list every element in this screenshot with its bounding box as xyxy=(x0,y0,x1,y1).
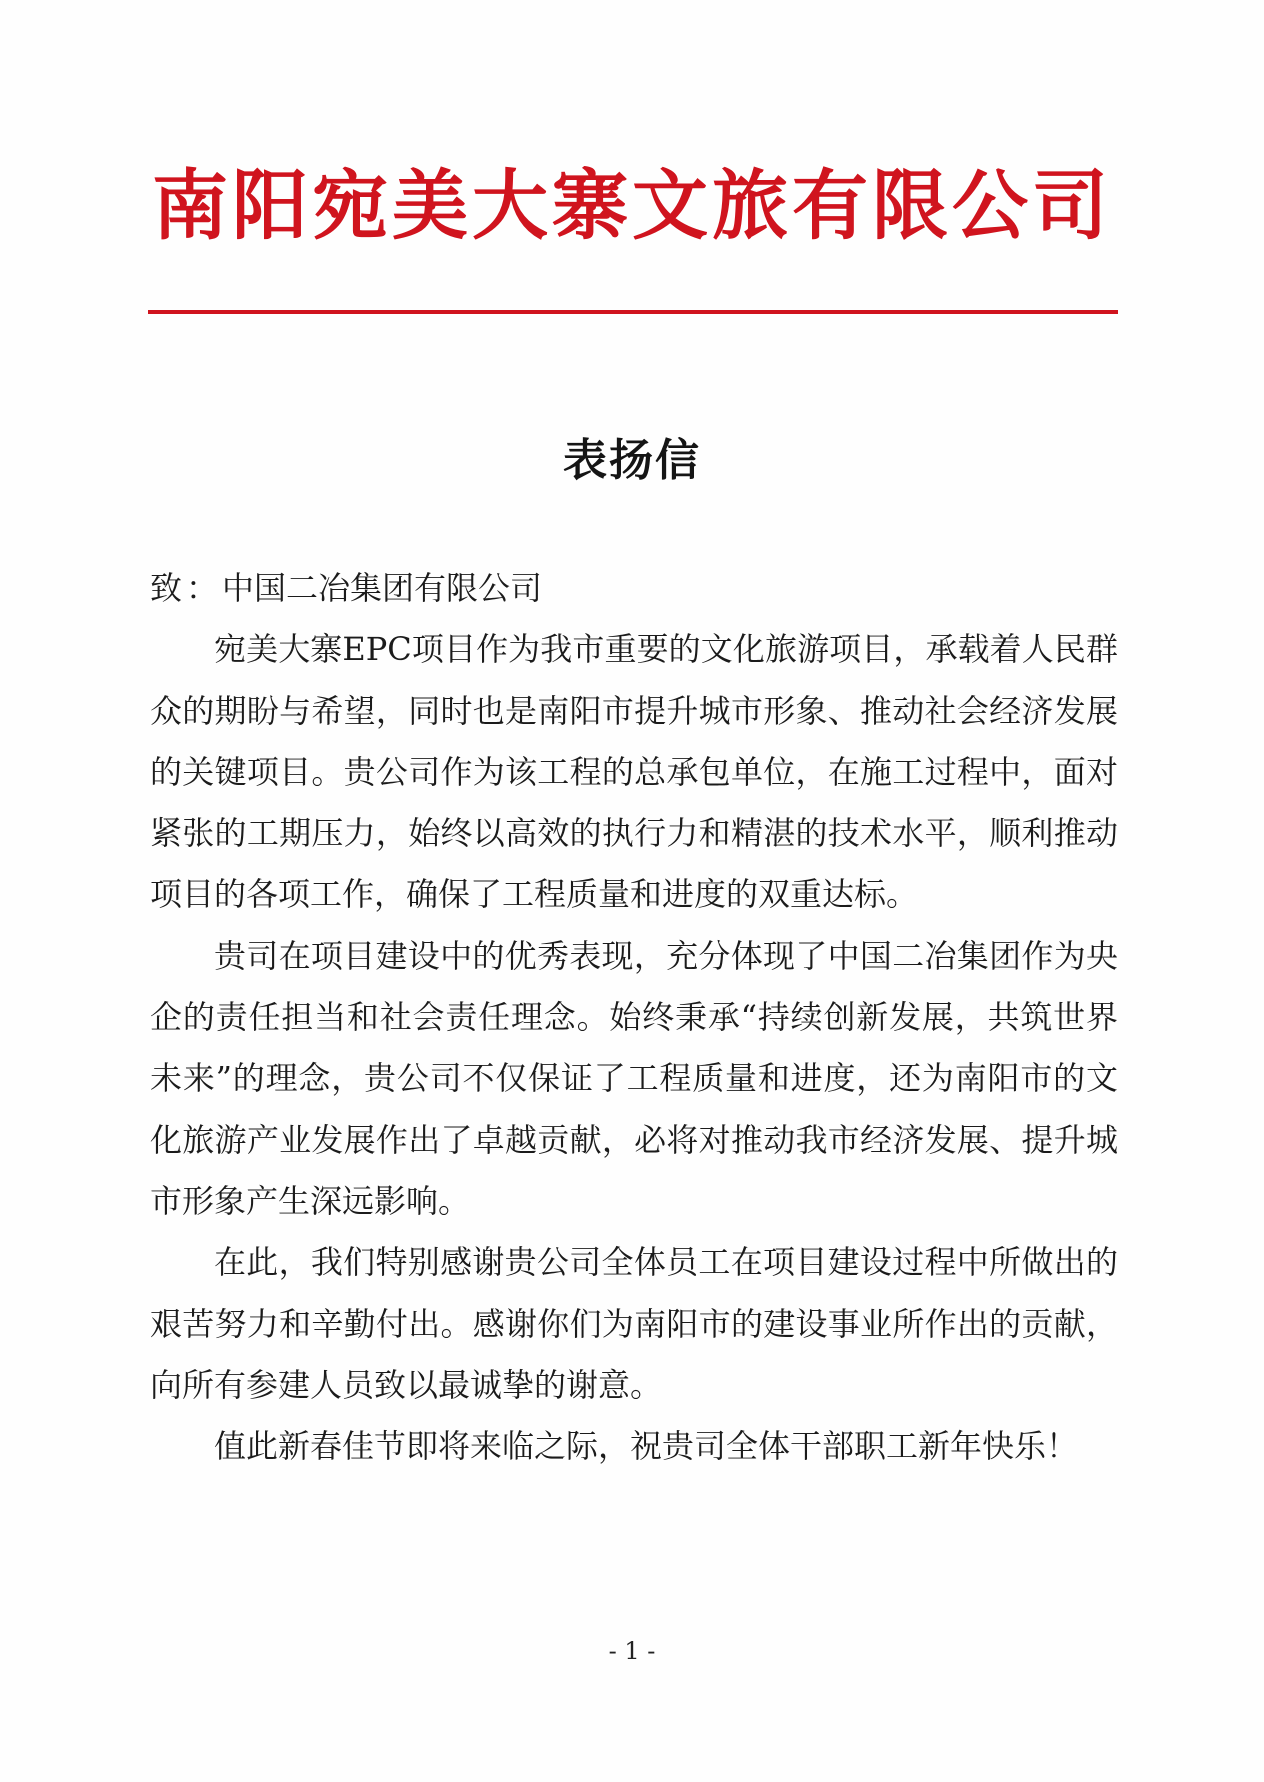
document-title: 表扬信 xyxy=(563,435,701,486)
addressee-name: 中国二冶集团有限公司 xyxy=(222,569,543,607)
paragraph-3: 在此，我们特别感谢贵公司全体员工在项目建设过程中所做出的艰苦努力和辛勤付出。感谢你们为南阳市的建设事业所作出的贡献，向所有参建人员致以最诚挚的谢意。 xyxy=(150,1243,1118,1404)
page-number: - 1 - xyxy=(608,1637,656,1665)
letter-body xyxy=(150,558,1118,1477)
paragraph-4: 值此新春佳节即将来临之际，祝贵司全体干部职工新年快乐！ xyxy=(214,1427,1079,1466)
letterhead-divider xyxy=(148,310,1118,314)
addressee-label: 致： xyxy=(150,569,223,607)
paragraph-1: 宛美大寨EPC项目作为我市重要的文化旅游项目，承载着人民群众的期盼与希望，同时也是南阳市提升城市形象、推动社会经济发展的关键项目。贵公司作为该工程的总承包单位，在施工过程中，面对紧张的工期压力，始终以高效的执行力和精湛的技术水平，顺利推动项目的各项工作，确保了工程质量和进度的双重达标。 xyxy=(150,630,1118,914)
paragraph-2: 贵司在项目建设中的优秀表现，充分体现了中国二冶集团作为央企的责任担当和社会责任理念。始终秉承“持续创新发展，共筑世界未来”的理念，贵公司不仅保证了工程质量和进度，还为南阳市的文化旅游产业发展作出了卓越贡献，必将对推动我市经济发展、提升城市形象产生深远影响。 xyxy=(150,936,1118,1220)
addressee-line xyxy=(150,558,1118,619)
letterhead-title: 南阳宛美大寨文旅有限公司 xyxy=(152,161,1112,250)
